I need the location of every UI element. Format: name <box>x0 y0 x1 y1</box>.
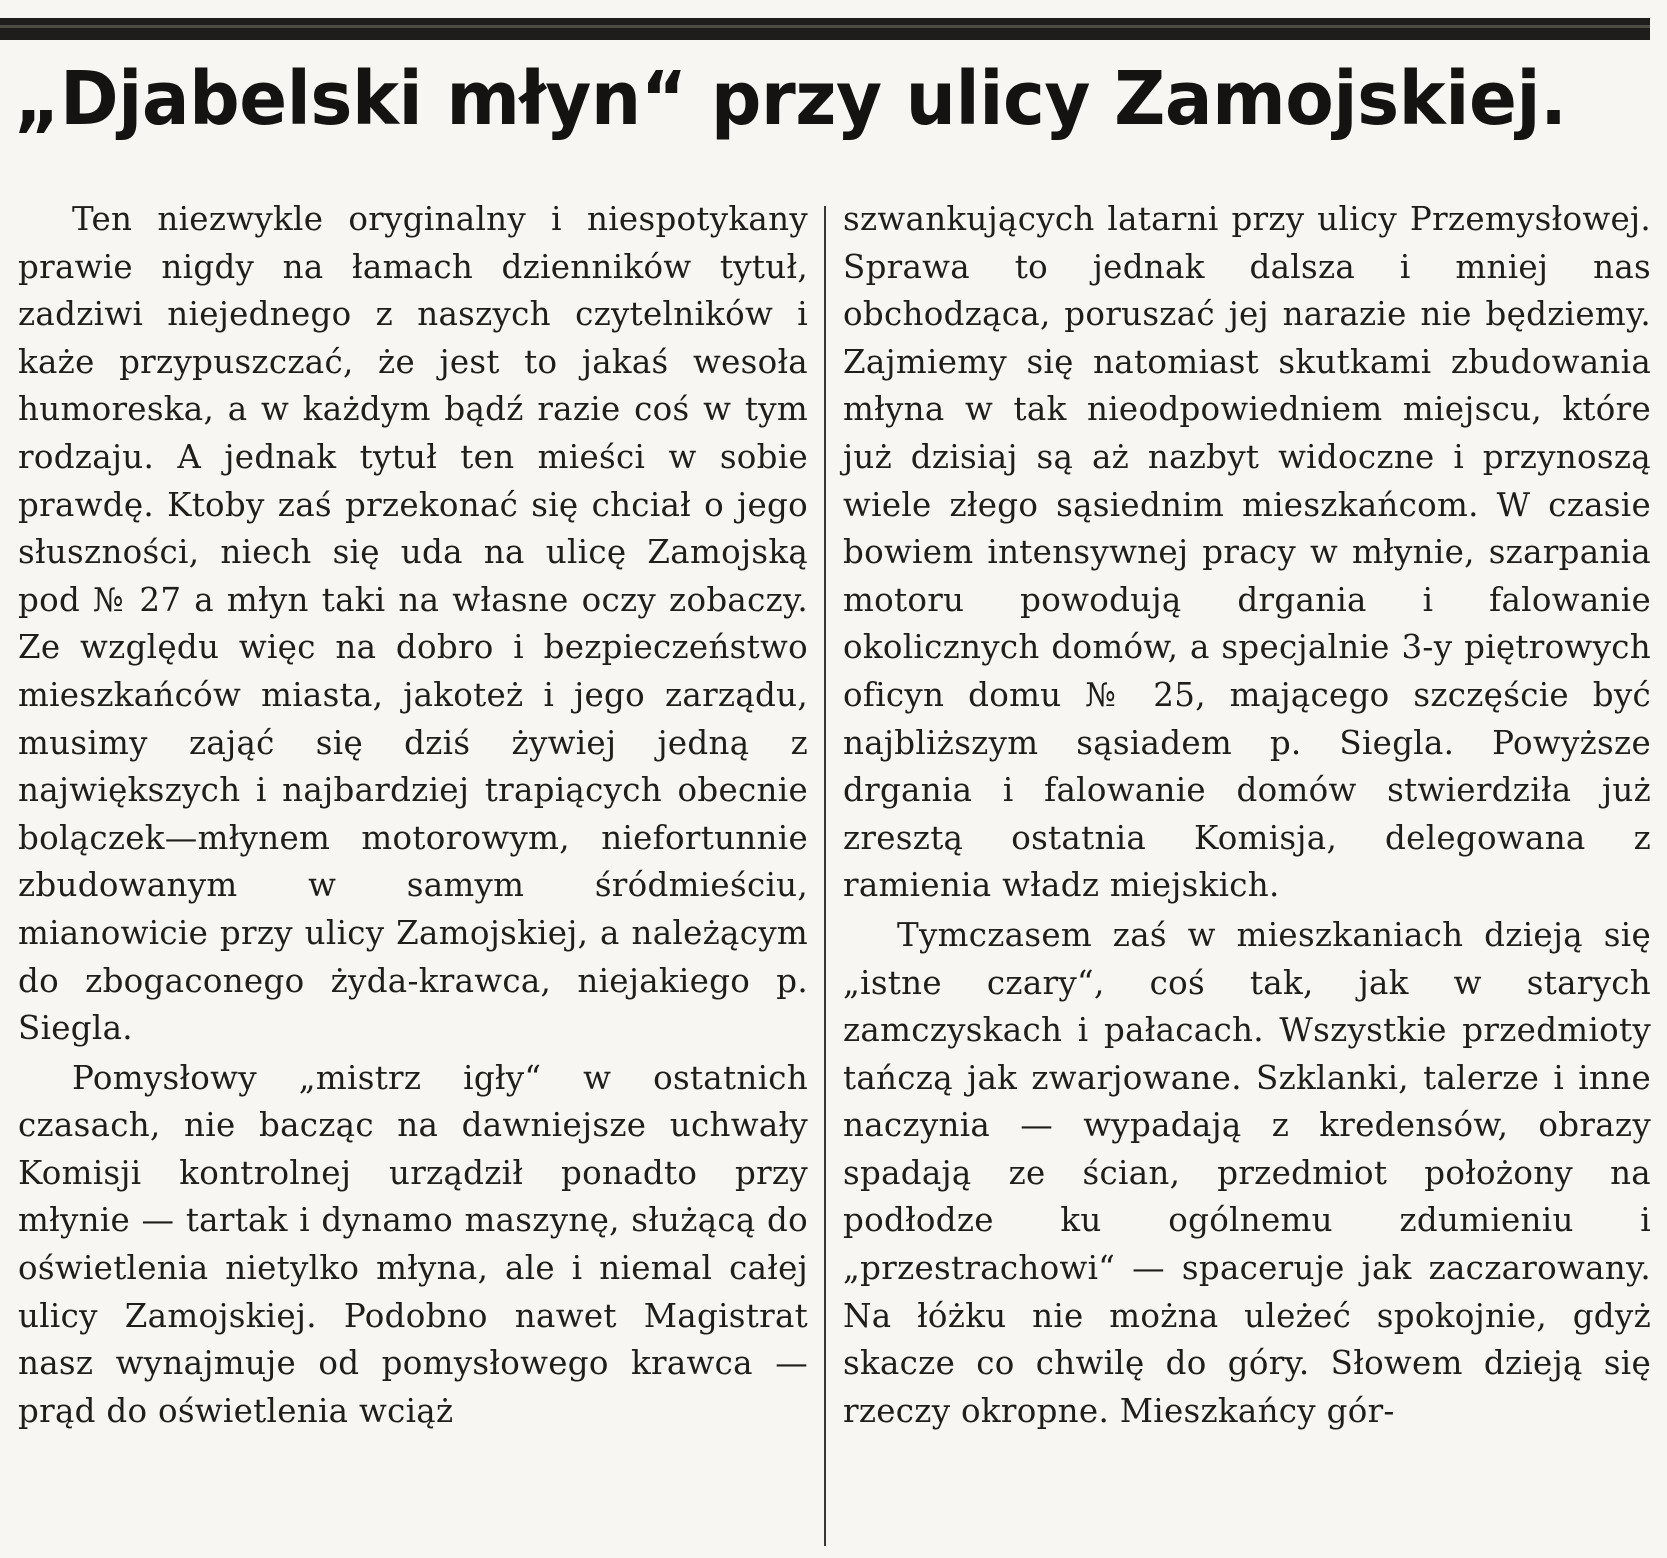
top-rule-divider <box>0 18 1650 40</box>
right-column <box>843 196 1651 1435</box>
right-continuation-paragraph: szwankujących latarni przy ulicy Przemysłowej. Sprawa to jednak dalsza i mniej nas obchodząca, poruszać jej narazie nie będziemy. Zajmiemy się natomiast skutkami zbudowania młyna w tak nieodpowiedniem miejscu, które już dzisiaj są aż nazbyt widoczne i przynoszą wiele złego sąsiednim mieszkańcom. W czasie bowiem intensywnej pracy w młynie, szarpania motoru powodują drgania i falowanie okolicznych domów, a specjalnie 3-y piętrowych oficyn domu № 25, mającego szczęście być najbliższym sąsiadem p. Siegla. Powyższe drgania i falowanie domów stwierdziła już zresztą ostatnia Komisja, delegowana z ramienia władz miejskich. <box>843 200 1651 905</box>
right-paragraph-1: Tymczasem zaś w mieszkaniach dzieją się „istne czary“, coś tak, jak w starych zamczyskach i pałacach. Wszystkie przedmioty tańczą jak zwarjowane. Szklanki, talerze i inne naczynia — wypadają z kredensów, obrazy spadają ze ścian, przedmiot położony na podłodze ku ogólnemu zdumieniu i „przestrachowi“ — spaceruje jak zaczarowany. Na łóżku nie można uleżeć spokojnie, gdyż skacze co chwilę do góry. Słowem dzieją się rzeczy okropne. Mieszkańcy gór- <box>843 915 1651 1430</box>
left-paragraph-2: Pomysłowy „mistrz igły“ w ostatnich czasach, nie bacząc na dawniejsze uchwały Komisji kontrolnej urządził ponadto przy młynie — tartak i dynamo maszynę, służącą do oświetlenia nietylko młyna, ale i niemal całej ulicy Zamojskiej. Podobno nawet Magistrat nasz wynajmuje od pomysłowego krawca — prąd do oświetlenia wciąż <box>18 1058 808 1430</box>
left-paragraph-1: Ten niezwykle oryginalny i niespotykany prawie nigdy na łamach dzienników tytuł, zadziwi niejednego z naszych czytelników i każe przypuszczać, że jest to jakaś wesoła humoreska, a w każdym bądź razie coś w tym rodzaju. A jednak tytuł ten mieści w sobie prawdę. Ktoby zaś przekonać się chciał o jego słuszności, niech się uda na ulicę Zamojską pod № 27 a młyn taki na własne oczy zobaczy. Ze względu więc na dobro i bezpieczeństwo mieszkańców miasta, jakoteż i jego zarządu, musimy zająć się dziś żywiej jedną z największych i najbardziej trapiących obecnie bolączek—młynem motorowym, niefortunnie zbudowanym w samym śródmieściu, mianowicie przy ulicy Zamojskiej, a należącym do zbogaconego żyda-krawca, niejakiego p. Siegla. <box>18 200 808 1048</box>
left-column <box>18 196 808 1435</box>
column-divider <box>824 206 826 1546</box>
article-headline: „Djabelski młyn“ przy ulicy Zamojskiej. <box>14 56 1567 142</box>
